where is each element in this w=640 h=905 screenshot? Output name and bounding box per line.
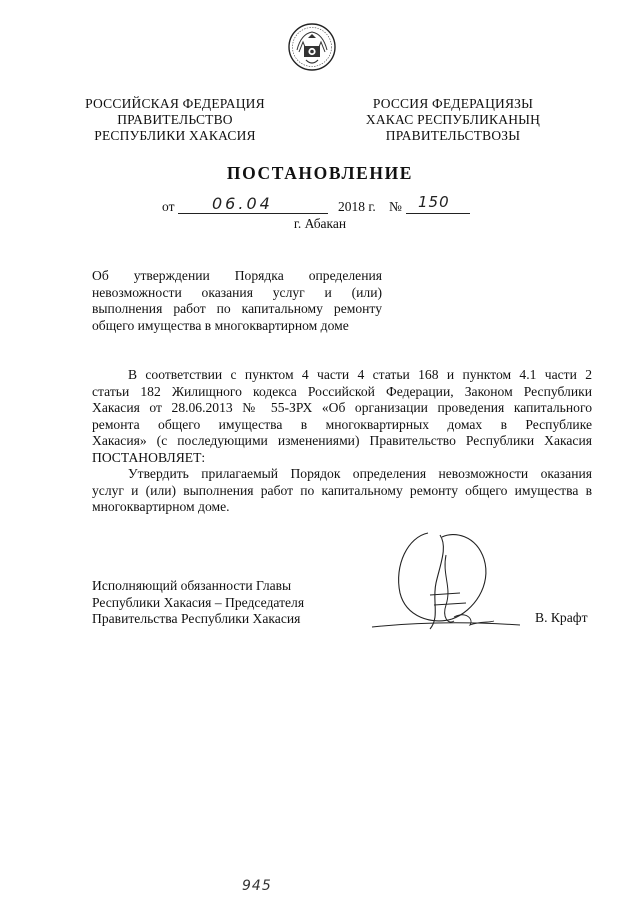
signature-image [370,525,530,645]
header-right-line: РОССИЯ ФЕДЕРАЦИЯЗЫ [372,96,534,111]
footer-handwritten-mark: 945 [242,878,272,894]
decision-line: услуг и (или) выполнения работ по капитальному ремонту общего имущества в [92,482,592,498]
body-line: ремонта общего имущества в многоквартирных домах в Республике [92,416,592,432]
emblem-icon [287,22,337,72]
decision-line: многоквартирном доме. [92,499,230,514]
header-right-line: ПРАВИТЕЛЬСТВОЗЫ [385,128,521,143]
number-label: № [389,199,402,214]
body-line: статьи 182 Жилищного кодекса Российской Федерации, Законом Республики [92,383,592,399]
subject-block [92,268,382,334]
header-left-line: ПРАВИТЕЛЬСТВО [117,112,233,127]
subject-line: выполнения работ по капитальному ремонту [92,301,382,316]
resolves-line: ПОСТАНОВЛЯЕТ: [92,449,206,465]
header-left [70,96,280,144]
body-line: Хакасия от 28.06.2013 № 55-ЗРХ «Об организации проведения капитального [92,400,592,415]
position-line: Правительства Республики Хакасия [92,611,301,626]
coat-of-arms-emblem [287,22,337,72]
header-right-line: ХАКАС РЕСПУБЛИКАНЫҢ [365,112,541,127]
position-line: Исполняющий обязанности Главы [92,578,292,593]
body-line: В соответствии с пунктом 4 части 4 статьи 168 и пунктом 4.1 части 2 [128,367,592,382]
city: г. Абакан [293,216,347,231]
document-title: ПОСТАНОВЛЕНИЕ [226,163,414,183]
subject-line: общего имущества в многоквартирном доме [92,317,349,333]
body-text [92,367,592,516]
signatory-position [92,578,352,628]
header-left-line: РЕСПУБЛИКИ ХАКАСИЯ [94,128,256,143]
body-line: Хакасия» (с последующими изменениями) Правительство Республики Хакасия [92,433,592,448]
subject-line: невозможности оказания услуг и (или) [92,284,382,300]
number-handwritten: 150 [418,193,450,211]
signatory-name: В. Крафт [535,610,588,625]
subject-line: Об утверждении Порядка определения [92,268,382,283]
position-line: Республики Хакасия – Председателя [92,594,305,610]
handwritten-signature-icon [370,525,530,645]
header-right [348,96,558,144]
header-left-line: РОССИЙСКАЯ ФЕДЕРАЦИЯ [85,96,265,111]
decision-line: Утвердить прилагаемый Порядок определения невозможности оказания [128,466,592,481]
date-year: 2018 г. [338,199,376,214]
date-handwritten: 06.04 [212,194,273,213]
date-prefix: от [162,199,175,214]
